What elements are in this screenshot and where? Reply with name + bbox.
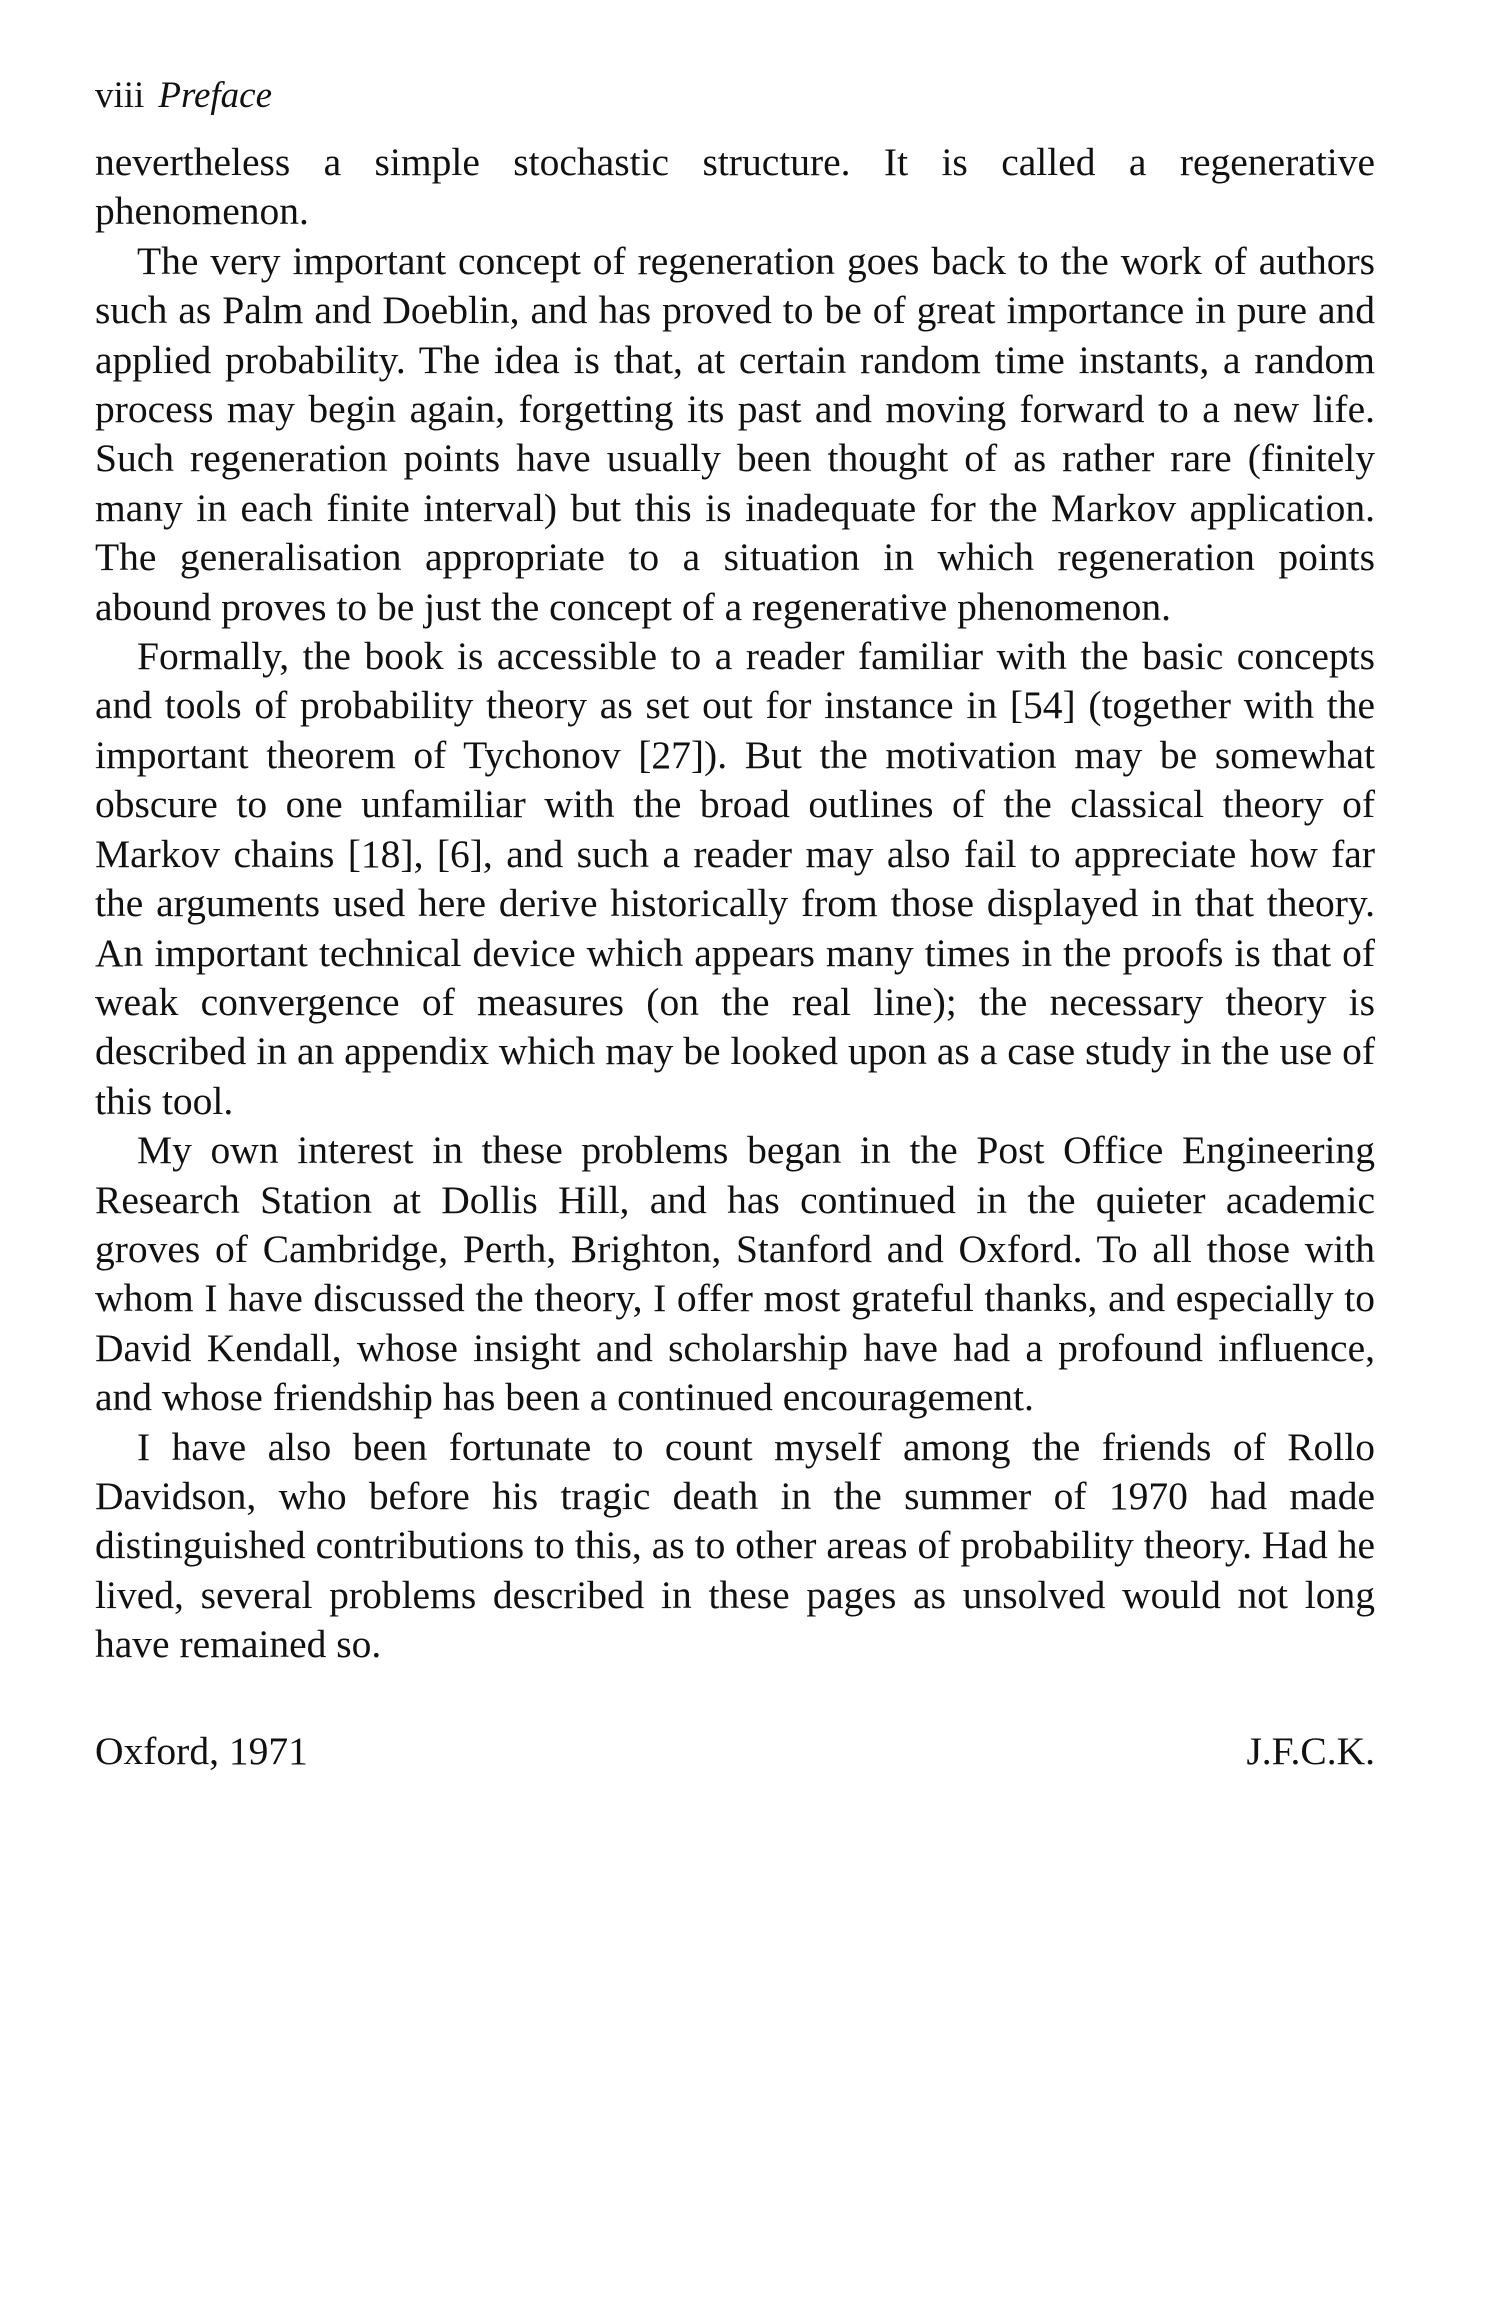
paragraph-regeneration: The very important concept of regeneration goes back to the work of authors such as Palm and Doeblin, and has proved to be of great importance in pure and applied probability. The idea is that, at certain random time instants, a random process may begin again, forgetting its past and moving forward to a new life. Such regeneration points have usually been thought of as rather rare (finitely many in each finite interval) but this is inadequate for the Markov application. The generalisation appropriate to a situation in which regeneration points abound proves to be just the concept of a regenerative phenomenon. bbox=[95, 238, 1375, 629]
page-number: viii bbox=[95, 75, 145, 116]
paragraph-prerequisites: Formally, the book is accessible to a reader familiar with the basic concepts and tools of probability theory as set out for instance in [54] (together with the important theorem of Tychonov [27]). But the motivation may be somewhat obscure to one unfamiliar with the broad outlines of the classical theory of Markov chains [18], [6], and such a reader may also fail to appreciate how far the arguments used here derive historically from those displayed in that theory. An important technical device which appears many times in the proofs is that of weak convergence of measures (on the real line); the necessary theory is described in an appendix which may be looked upon as a case study in the use of this tool. bbox=[95, 634, 1375, 1123]
paragraph-dedication: I have also been fortunate to count myself among the friends of Rollo Davidson, who before his tragic death in the summer of 1970 had made distinguished contributions to this, as to other areas of probability theory. Had he lived, several problems described in these pages as unsolved would not long have remained so. bbox=[95, 1424, 1375, 1667]
signoff-place-date: Oxford, 1971 bbox=[95, 1729, 308, 1773]
signoff bbox=[95, 1726, 1375, 1776]
running-head bbox=[95, 74, 272, 118]
section-title: Preface bbox=[158, 75, 273, 116]
paragraph-acknowledgements: My own interest in these problems began in the Post Office Engineering Research Station at Dollis Hill, and has continued in the quieter academic groves of Cambridge, Perth, Brighton, Stanford and Oxford. To all those with whom I have discussed the theory, I offer most grateful thanks, and especially to David Kendall, whose insight and scholarship have had a profound influence, and whose friendship has been a continued encouragement. bbox=[95, 1128, 1375, 1420]
paragraph-continuation: nevertheless a simple stochastic structure. It is called a regenerative phenomenon. bbox=[95, 140, 1375, 234]
signoff-initials: J.F.C.K. bbox=[1246, 1729, 1375, 1773]
preface-body bbox=[95, 138, 1375, 1670]
